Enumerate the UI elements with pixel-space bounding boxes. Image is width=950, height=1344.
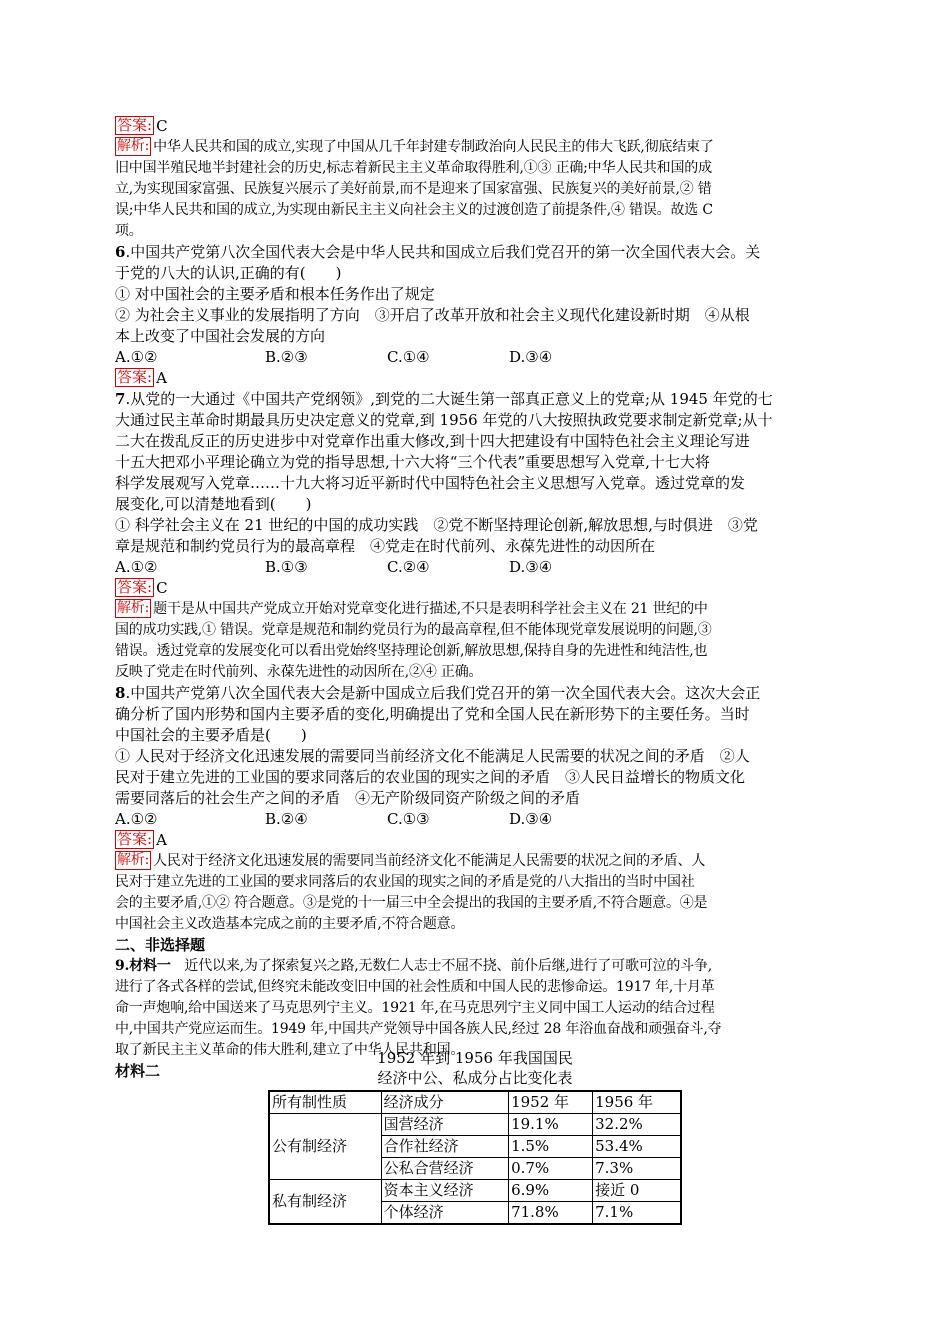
option-a: A.①②	[115, 810, 158, 828]
question-stem: 6.中国共产党第八次全国代表大会是中华人民共和国成立后我们党召开的第一次全国代表大会。关	[115, 243, 761, 261]
answer-tag: 答案:	[117, 368, 153, 386]
question-item: ① 对中国社会的主要矛盾和根本任务作出了规定	[115, 285, 435, 303]
question-stem: 于党的八大的认识,正确的有( )	[115, 264, 342, 282]
question-stem: 中国社会的主要矛盾是( )	[115, 726, 307, 744]
answer-tag: 答案:	[117, 578, 153, 596]
economy-table-block	[268, 1048, 682, 1225]
analysis-line: 误;中华人民共和国的成立,为实现由新民主主义向社会主义的过渡创造了前提条件,④ 错误。故选 C	[115, 202, 713, 218]
answer-tag: 答案:	[117, 116, 153, 134]
table-header-row	[269, 1091, 681, 1114]
options-row	[115, 809, 833, 830]
material-line: 取了新民主主义革命的伟大胜利,建立了中华人民共和国。	[115, 1042, 465, 1058]
option-c: C.①④	[387, 348, 430, 366]
table-cell: 1.5%	[509, 1136, 593, 1158]
document-page	[115, 116, 833, 1082]
material-line: 中,中国共产党应运而生。1949 年,中国共产党领导中国各族人民,经过 28 年浴血奋战和顽强奋斗,夺	[115, 1021, 722, 1037]
table-cell: 国营经济	[381, 1114, 509, 1136]
material-line: 命一声炮响,给中国送来了马克思列宁主义。1921 年,在马克思列宁主义同中国工人运动的结合过程	[115, 1000, 715, 1016]
question-item: 本上改变了中国社会发展的方向	[115, 327, 326, 345]
question-item: 民对于建立先进的工业国的要求同落后的农业国的现实之间的矛盾 ③人民日益增长的物质文化	[115, 768, 746, 786]
group-cell: 公有制经济	[269, 1114, 381, 1180]
table-cell: 6.9%	[509, 1180, 593, 1202]
question-stem: 十五大把邓小平理论确立为党的指导思想,十六大将“三个代表”重要思想写入党章,十七大将	[115, 453, 710, 471]
analysis-tag: 解析:	[117, 138, 150, 154]
option-d: D.③④	[509, 558, 553, 576]
table-header-cell: 1952 年	[509, 1091, 593, 1114]
table-cell: 合作社经济	[381, 1136, 509, 1158]
analysis-line: 解析: 中华人民共和国的成立,实现了中国从几千年封建专制政治向人民民主的伟大飞跃,彻底结束了	[117, 138, 714, 155]
analysis-line: 立,为实现国家富强、民族复兴展示了美好前景,而不是迎来了国家富强、民族复兴的美好前景,② 错	[115, 181, 712, 197]
analysis-tag: 解析:	[117, 600, 150, 616]
question-stem: 二大在拨乱反正的历史进步中对党章作出重大修改,到十四大把建设有中国特色社会主义理论写进	[115, 432, 750, 450]
answer-value: C	[156, 117, 168, 135]
question-item: ② 为社会主义事业的发展指明了方向 ③开启了改革开放和社会主义现代化建设新时期 ④从根	[115, 306, 750, 324]
option-b: B.①③	[265, 558, 308, 576]
option-b: B.②③	[265, 348, 308, 366]
analysis-tag: 解析:	[117, 852, 150, 868]
table-header-cell: 所有制性质	[269, 1091, 381, 1114]
question-stem: 展变化,可以清楚地看到( )	[115, 495, 312, 513]
analysis-line: 解析: 题干是从中国共产党成立开始对党章变化进行描述,不只是表明科学社会主义在 21 世纪的中	[117, 600, 708, 617]
answer-value: A	[156, 831, 167, 849]
question-item: 章是规范和制约党员行为的最高章程 ④党走在时代前列、永葆先进性的动因所在	[115, 537, 656, 555]
section-heading: 二、非选择题	[115, 936, 206, 954]
question-item: 需要同落后的社会生产之间的矛盾 ④无产阶级同资产阶级之间的矛盾	[115, 789, 581, 807]
answer-line	[115, 830, 833, 851]
table-row	[269, 1180, 681, 1202]
option-a: A.①②	[115, 558, 158, 576]
option-c: C.①③	[387, 810, 430, 828]
answer-line	[115, 368, 833, 389]
option-d: D.③④	[509, 348, 553, 366]
table-cell: 19.1%	[509, 1114, 593, 1136]
options-row	[115, 347, 833, 368]
question-stem: 7.从党的一大通过《中国共产党纲领》,到党的二大诞生第一部真正意义上的党章;从 1945 年党的七	[115, 390, 773, 408]
table-cell: 32.2%	[593, 1114, 681, 1136]
table-header-cell: 经济成分	[381, 1091, 509, 1114]
option-c: C.②④	[387, 558, 430, 576]
question-number: 7	[115, 390, 126, 408]
table-cell: 接近 0	[593, 1180, 681, 1202]
analysis-line: 中国社会主义改造基本完成之前的主要矛盾,不符合题意。	[115, 916, 465, 932]
analysis-line: 错误。透过党章的发展变化可以看出党始终坚持理论创新,解放思想,保持自身的先进性和纯洁性,也	[115, 643, 708, 659]
table-caption: 经济中公、私成分占比变化表	[377, 1069, 573, 1087]
analysis-line: 解析: 人民对于经济文化迅速发展的需要同当前经济文化不能满足人民需要的状况之间的矛盾、人	[117, 852, 706, 869]
question-number: 8	[115, 684, 126, 702]
group-cell: 私有制经济	[269, 1180, 381, 1225]
question-number: 9	[115, 958, 125, 974]
table-cell: 个体经济	[381, 1202, 509, 1225]
question-item: ① 人民对于经济文化迅速发展的需要同当前经济文化不能满足人民需要的状况之间的矛盾 ②人	[115, 747, 750, 765]
material-label: .材料一	[124, 958, 171, 974]
question-stem: 大通过民主革命时期最具历史决定意义的党章,到 1956 年党的八大按照执政党要求制定新党章;从十	[115, 411, 773, 429]
option-d: D.③④	[509, 810, 553, 828]
analysis-line: 国的成功实践,① 错误。党章是规范和制约党员行为的最高章程,但不能体现党章发展说明的问题,③	[115, 622, 712, 638]
table-header-cell: 1956 年	[593, 1091, 681, 1114]
answer-line	[115, 116, 833, 137]
table-cell: 资本主义经济	[381, 1180, 509, 1202]
answer-line	[115, 578, 833, 599]
table-cell: 53.4%	[593, 1136, 681, 1158]
table-cell: 7.3%	[593, 1158, 681, 1180]
analysis-line: 反映了党走在时代前列、永葆先进性的动因所在,②④ 正确。	[115, 664, 483, 680]
question-stem: 科学发展观写入党章……十九大将习近平新时代中国特色社会主义思想写入党章。透过党章的发	[115, 474, 746, 492]
analysis-line: 旧中国半殖民地半封建社会的历史,标志着新民主主义革命取得胜利,①③ 正确;中华人民共和国的成	[115, 160, 712, 176]
table-cell: 0.7%	[509, 1158, 593, 1180]
economy-table	[268, 1090, 682, 1225]
answer-tag: 答案:	[117, 830, 153, 848]
question-stem: 8.中国共产党第八次全国代表大会是新中国成立后我们党召开的第一次全国代表大会。这次大会正	[115, 684, 761, 702]
question-item: ① 科学社会主义在 21 世纪的中国的成功实践 ②党不断坚持理论创新,解放思想,与时俱进 ③党	[115, 516, 758, 534]
material-label: 材料二	[115, 1062, 161, 1080]
table-row	[269, 1114, 681, 1136]
answer-value: C	[156, 579, 168, 597]
material-line: 进行了各式各样的尝试,但终究未能改变旧中国的社会性质和中国人民的悲惨命运。1917 年,十月革	[115, 979, 715, 995]
analysis-line: 民对于建立先进的工业国的要求同落后的农业国的现实之间的矛盾是党的八大指出的当时中国社	[115, 874, 695, 890]
table-cell: 7.1%	[593, 1202, 681, 1225]
answer-value: A	[156, 369, 167, 387]
question-stem: 9.材料一 近代以来,为了探索复兴之路,无数仁人志士不屈不挠、前仆后继,进行了可歌可泣的斗争,	[115, 958, 713, 974]
table-caption: 1952 年到 1956 年我国国民	[377, 1049, 573, 1067]
option-a: A.①②	[115, 348, 158, 366]
table-cell: 公私合营经济	[381, 1158, 509, 1180]
option-b: B.②④	[265, 810, 308, 828]
analysis-line: 项。	[115, 223, 143, 239]
table-cell: 71.8%	[509, 1202, 593, 1225]
question-number: 6	[115, 243, 126, 261]
question-stem: 确分析了国内形势和国内主要矛盾的变化,明确提出了党和全国人民在新形势下的主要任务。当时	[115, 705, 750, 723]
options-row	[115, 557, 833, 578]
analysis-line: 会的主要矛盾,①② 符合题意。③是党的十一届三中全会提出的我国的主要矛盾,不符合题意。④是	[115, 895, 708, 911]
